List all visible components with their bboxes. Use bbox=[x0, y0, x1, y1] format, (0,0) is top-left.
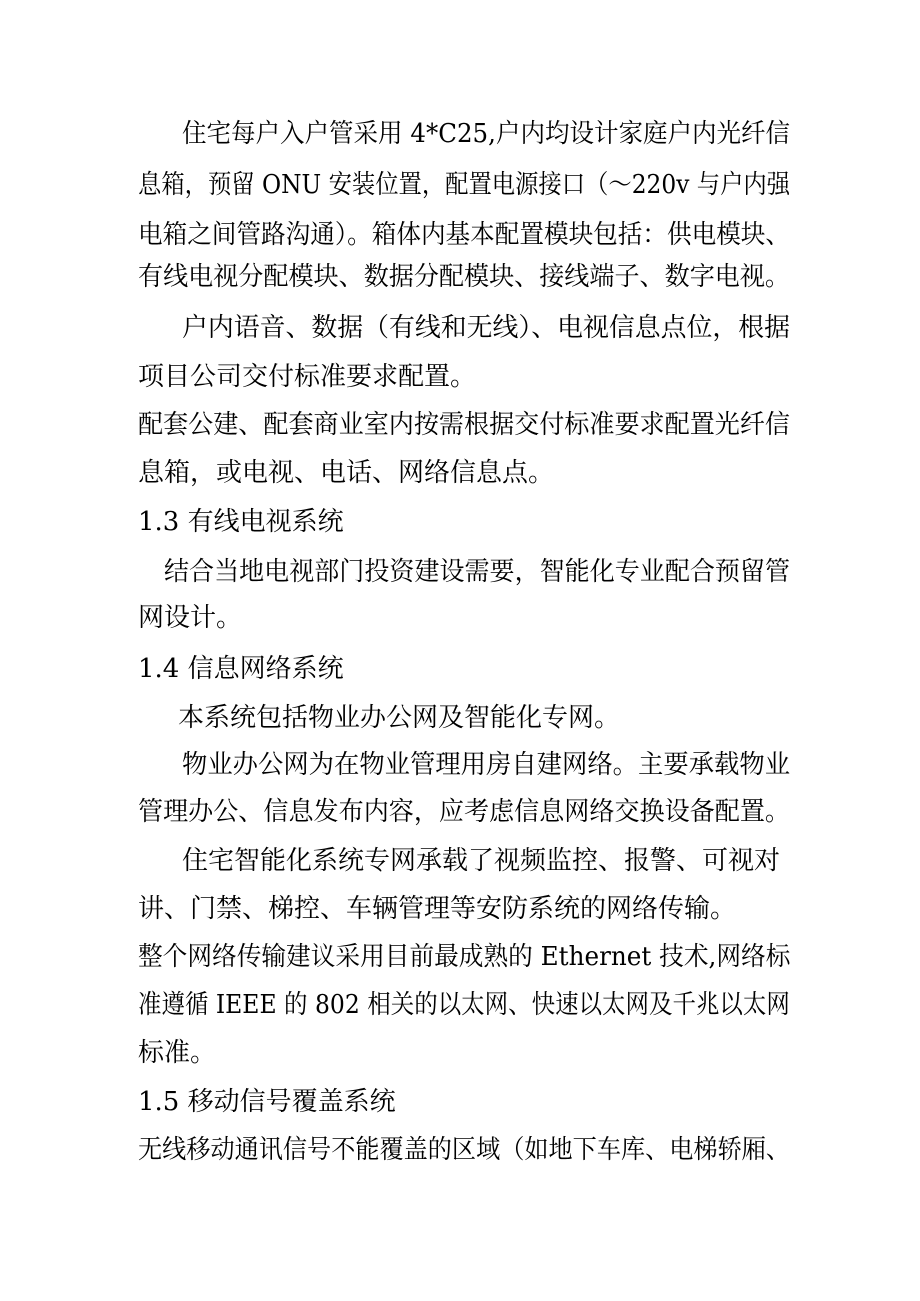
intro-para1-line2: 息箱，预留 ONU 安装位置，配置电源接口（～220v 与户内强 bbox=[138, 170, 791, 200]
section-1-4-para2-line1: 物业办公网为在物业管理用房自建网络。主要承载物业 bbox=[182, 750, 791, 780]
section-1-4-para3-line1: 住宅智能化系统专网承载了视频监控、报警、可视对 bbox=[182, 846, 781, 876]
intro-para2-line1: 户内语音、数据（有线和无线）、电视信息点位，根据 bbox=[182, 313, 791, 343]
intro-para1-line3: 电箱之间管路沟通）。箱体内基本配置模块包括：供电模块、 bbox=[138, 220, 791, 250]
section-1-3-line1: 结合当地电视部门投资建设需要，智能化专业配合预留管 bbox=[164, 557, 791, 587]
section-1-4-para2-line2: 管理办公、信息发布内容，应考虑信息网络交换设备配置。 bbox=[138, 797, 791, 827]
section-1-4-para3-line2: 讲、门禁、梯控、车辆管理等安防系统的网络传输。 bbox=[138, 894, 737, 924]
section-1-4-para4-line3: 标准。 bbox=[138, 1038, 217, 1068]
section-1-5-line1: 无线移动通讯信号不能覆盖的区域（如地下车库、电梯轿厢、 bbox=[138, 1135, 791, 1165]
section-1-3-heading: 1.3 有线电视系统 bbox=[138, 507, 344, 537]
intro-para2-line2: 项目公司交付标准要求配置。 bbox=[138, 362, 477, 392]
section-1-4-para4-line2: 准遵循 IEEE 的 802 相关的以太网、快速以太网及千兆以太网 bbox=[138, 990, 790, 1020]
section-1-5-heading: 1.5 移动信号覆盖系统 bbox=[138, 1087, 396, 1117]
intro-para3-line2: 息箱，或电视、电话、网络信息点。 bbox=[138, 458, 555, 488]
section-1-3-line2: 网设计。 bbox=[138, 603, 243, 633]
intro-para3-line1: 配套公建、配套商业室内按需根据交付标准要求配置光纤信 bbox=[138, 410, 791, 440]
intro-para1-line1: 住宅每户入户管采用 4*C25,户内均设计家庭户内光纤信 bbox=[182, 119, 791, 149]
section-1-4-para4-line1: 整个网络传输建议采用目前最成熟的 Ethernet 技术,网络标 bbox=[138, 942, 791, 972]
section-1-4-para1-line1: 本系统包括物业办公网及智能化专网。 bbox=[178, 703, 621, 733]
intro-para1-line4: 有线电视分配模块、数据分配模块、接线端子、数字电视。 bbox=[138, 262, 791, 292]
section-1-4-heading: 1.4 信息网络系统 bbox=[138, 654, 344, 684]
